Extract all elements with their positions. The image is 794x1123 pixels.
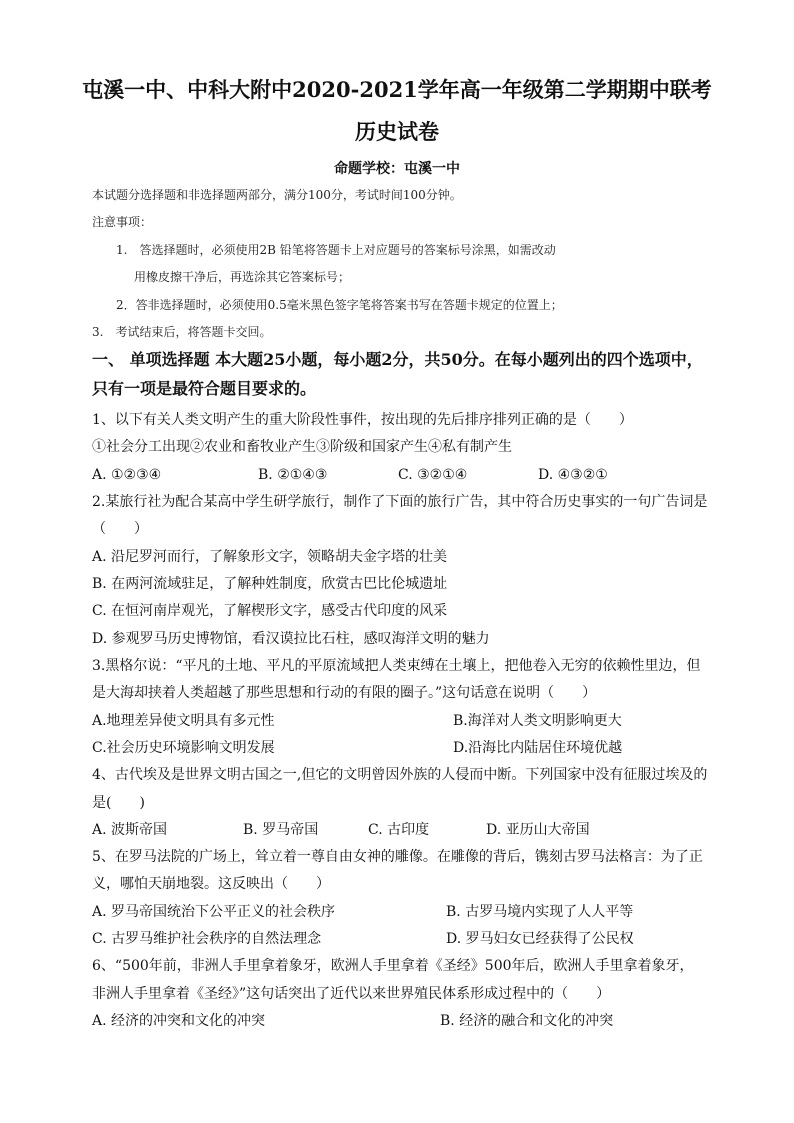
question-3-option-b: B.海洋对人类文明影响更大 [453,713,622,729]
question-5-option-c: C. 古罗马维护社会秩序的自然法理念 [92,931,322,947]
section-heading: 一、 单项选择题 本大题25小题，每小题2分，共50分。在每小题列出的四个选项中， [92,350,703,369]
note-1-cont: 用橡皮擦干净后，再选涂其它答案标号； [134,270,351,284]
question-4-option-c: C. 古印度 [368,822,430,838]
question-2-option-c: C. 在恒河南岸观光，了解楔形文字，感受古代印度的风采 [92,603,448,619]
question-3-option-d: D.沿海比内陆居住环境优越 [453,740,623,756]
question-3-stem: 3.黑格尔说：“平凡的土地、平凡的平原流域把人类束缚在土壤上，把他卷入无穷的依赖性里边，但 [92,658,701,674]
question-2-stem-cont: （ ） [92,521,148,537]
question-1-stem: 1、以下有关人类文明产生的重大阶段性事件，按出现的先后排序排列正确的是（ ） [92,412,633,428]
question-1-items: ①社会分工出现②农业和畜牧业产生③阶级和国家产生④私有制产生 [92,439,512,455]
question-2-stem: 2.某旅行社为配合某高中学生研学旅行，制作了下面的旅行广告，其中符合历史事实的一句广告词是 [92,494,708,510]
exam-subject: 历史试卷 [355,119,439,144]
question-4-stem-cont: 是( ) [92,795,145,811]
question-5-option-b: B. 古罗马境内实现了人人平等 [446,904,634,920]
question-3-option-c: C.社会历史环境影响文明发展 [92,740,275,756]
section-heading-cont: 只有一项是最符合题目要求的。 [92,379,317,398]
question-4-option-b: B. 罗马帝国 [243,822,319,838]
question-4-option-d: D. 亚历山大帝国 [486,822,590,838]
question-2-option-d: D. 参观罗马历史博物馆，看汉谟拉比石柱，感叹海洋文明的魅力 [92,631,490,647]
school-line: 命题学校：屯溪一中 [334,161,460,177]
question-6-option-b: B. 经济的融合和文化的冲突 [440,1013,614,1029]
question-1-option-b: B. ②①④③ [258,467,328,483]
question-5-option-a: A. 罗马帝国统治下公平正义的社会秩序 [92,904,336,920]
question-3-option-a: A.地理差异使文明具有多元性 [92,713,275,729]
note-1: 1. 答选择题时，必须使用2B 铅笔将答题卡上对应题号的答案标号涂黑，如需改动 [116,243,556,257]
exam-intro: 本试题分选择题和非选择题两部分，满分100分，考试时间100分钟。 [92,188,462,202]
question-6-option-a: A. 经济的冲突和文化的冲突 [92,1013,266,1029]
question-3-stem-cont: 是大海却挟着人类超越了那些思想和行动的有限的圈子。”这句话意在说明（ ） [92,685,597,701]
question-2-option-a: A. 沿尼罗河而行，了解象形文字，领略胡夫金字塔的壮美 [92,549,448,565]
exam-title: 屯溪一中、中科大附中2020-2021学年高一年级第二学期期中联考 [82,77,712,102]
question-2-option-b: B. 在两河流域驻足，了解种姓制度，欣赏古巴比伦城遗址 [92,576,448,592]
notes-heading: 注意事项： [92,215,153,229]
question-6-stem-cont: 非洲人手里拿着《圣经》”这句话突出了近代以来世界殖民体系形成过程中的（ ） [92,986,611,1002]
note-2: 2．答非选择题时，必须使用0.5毫米黑色签字笔将答案书写在答题卡规定的位置上； [116,298,563,312]
question-5-stem: 5、在罗马法院的广场上，耸立着一尊自由女神的雕像。在雕像的背后，镌刻古罗马法格言：为了正 [92,849,703,865]
question-1-option-d: D. ④③②① [538,467,608,483]
question-6-stem: 6、“500年前，非洲人手里拿着象牙，欧洲人手里拿着《圣经》500年后，欧洲人手里拿着象牙， [92,958,694,974]
note-3: 3. 考试结束后，将答题卡交回。 [92,325,272,339]
question-4-stem: 4、古代埃及是世界文明古国之一,但它的文明曾因外族的人侵而中断。下列国家中没有征服过埃及的 [92,767,708,783]
question-4-option-a: A. 波斯帝国 [92,822,168,838]
question-5-stem-cont: 义，哪怕天崩地裂。这反映出（ ） [92,876,330,892]
question-1-option-a: A. ①②③④ [92,467,162,483]
question-5-option-d: D. 罗马妇女已经获得了公民权 [446,931,634,947]
question-1-option-c: C. ③②①④ [398,467,468,483]
